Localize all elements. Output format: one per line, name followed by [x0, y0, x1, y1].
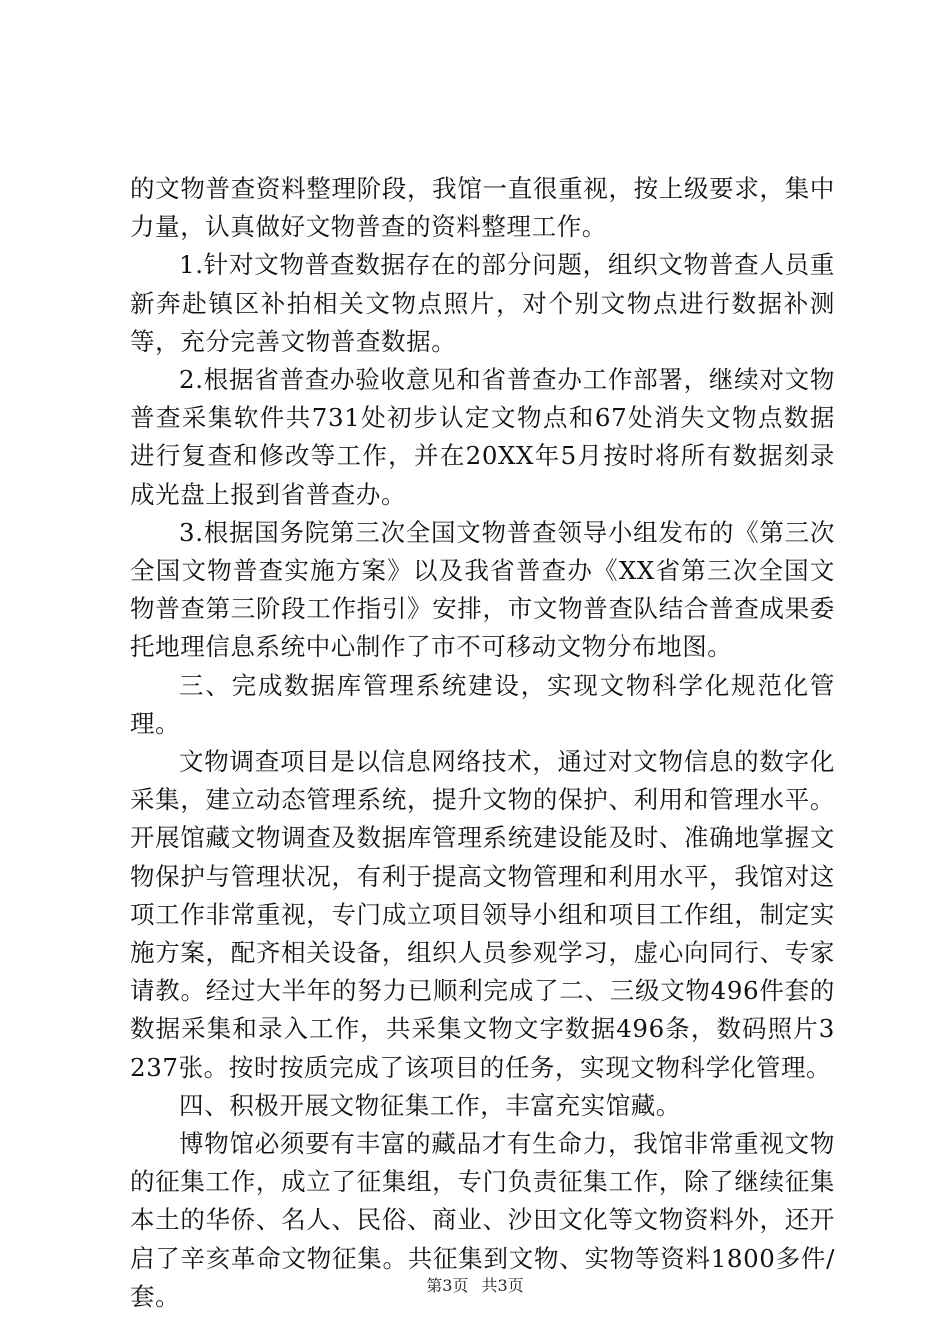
page-number: 第3页 [426, 1276, 469, 1295]
document-body [130, 170, 835, 1316]
paragraph: 博物馆必须要有丰富的藏品才有生命力，我馆非常重视文物的征集工作，成立了征集组，专门负责征集工作，除了继续征集本土的华侨、名人、民俗、商业、沙田文化等文物资料外，还开启了辛亥革命文物征集。共征集到文物、实物等资料1800多件/套。 [130, 1129, 835, 1311]
paragraph: 的文物普查资料整理阶段，我馆一直很重视，按上级要求，集中力量，认真做好文物普查的资料整理工作。 [130, 174, 835, 242]
paragraph: 文物调查项目是以信息网络技术，通过对文物信息的数字化采集，建立动态管理系统，提升文物的保护、利用和管理水平。开展馆藏文物调查及数据库管理系统建设能及时、准确地掌握文物保护与管理状况，有利于提高文物管理和利用水平，我馆对这项工作非常重视，专门成立项目领导小组和项目工作组，制定实施方案，配齐相关设备，组织人员参观学习，虚心向同行、专家请教。经过大半年的努力已顺利完成了二、三级文物496件套的数据采集和录入工作，共采集文物文字数据496条，数码照片3237张。按时按质完成了该项目的任务，实现文物科学化管理。 [130, 747, 835, 1082]
page-total: 共3页 [481, 1276, 524, 1295]
paragraph: 1.针对文物普查数据存在的部分问题，组织文物普查人员重新奔赴镇区补拍相关文物点照片，对个别文物点进行数据补测等，充分完善文物普查数据。 [130, 250, 835, 356]
section-heading: 三、完成数据库管理系统建设，实现文物科学化规范化管理。 [130, 670, 835, 738]
section-heading: 四、积极开展文物征集工作，丰富充实馆藏。 [179, 1090, 681, 1120]
paragraph: 3.根据国务院第三次全国文物普查领导小组发布的《第三次全国文物普查实施方案》以及我省普查办《XX省第三次全国文物普查第三阶段工作指引》安排，市文物普查队结合普查成果委托地理信息系统中心制作了市不可移动文物分布地图。 [130, 517, 835, 662]
paragraph: 2.根据省普查办验收意见和省普查办工作部署，继续对文物普查采集软件共731处初步认定文物点和67处消失文物点数据进行复查和修改等工作，并在20XX年5月按时将所有数据刻录成光盘上报到省普查办。 [130, 365, 835, 509]
page-footer [0, 1275, 950, 1297]
